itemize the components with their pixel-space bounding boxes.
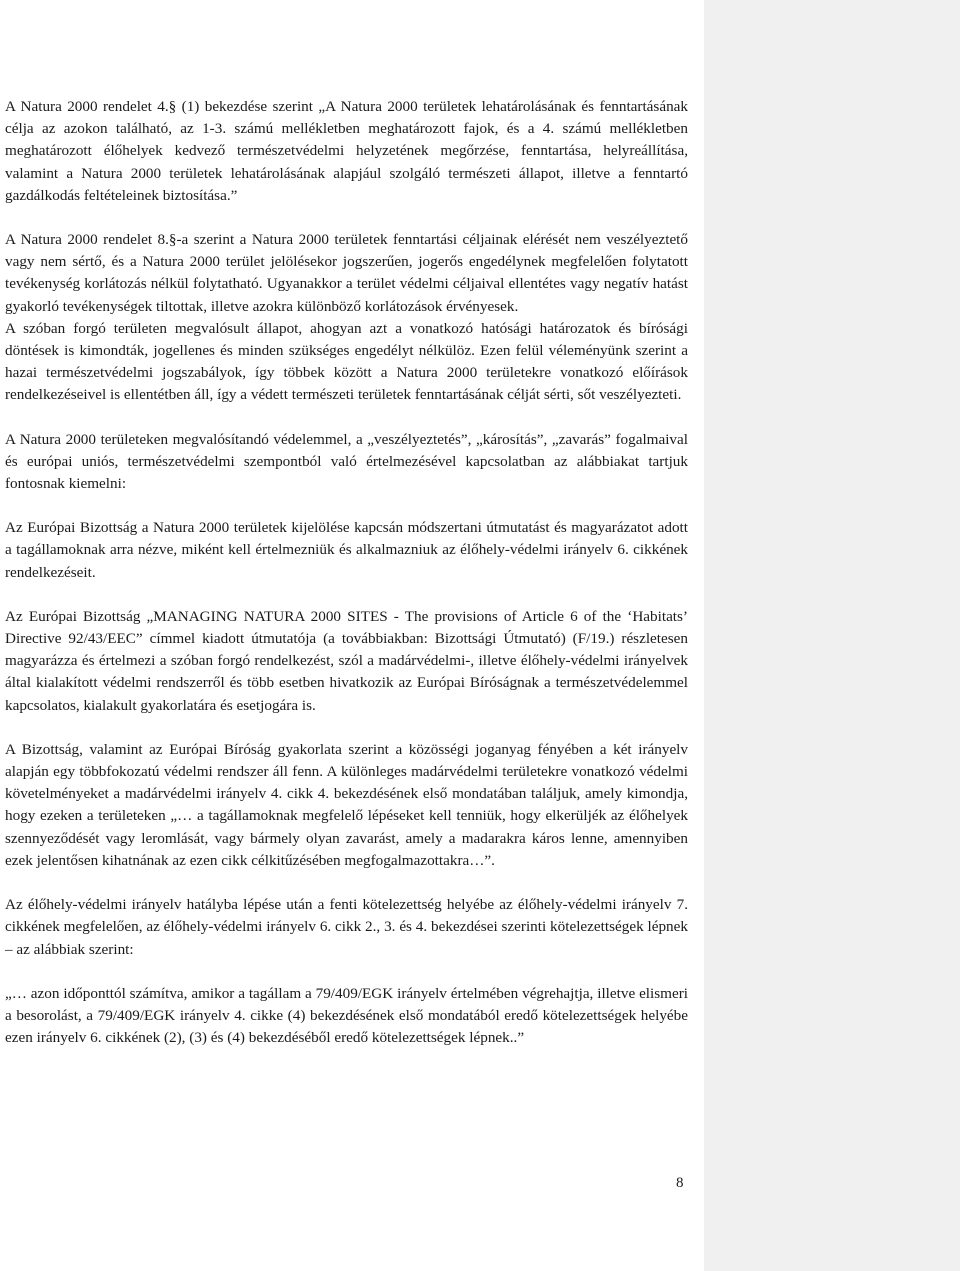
comment-margin-panel — [704, 0, 960, 1271]
paragraph-natura-8: A Natura 2000 rendelet 8.§-a szerint a Natura 2000 területek fenntartási céljainak elérését nem veszélyeztető vagy nem sértő, és a Natura 2000 terület jelölésekor jogszerűen, jogerős engedélynek megfelelően folytatott tevékenység korlátozás nélkül folytatható. Ugyanakkor a terület védelmi céljaival ellentétes vagy negatív hatást gyakorló tevékenységek tiltottak, illetve azokra különböző korlátozások érvényesek. — [5, 231, 688, 315]
paragraph-natura-4: A Natura 2000 rendelet 4.§ (1) bekezdése szerint „A Natura 2000 területek lehatárolásának és fenntartásának célja az azokon található, az 1-3. számú mellékletben meghatározott fajok, és a 4. számú mellékletben meghatározott élőhelyek kedvező természetvédelmi helyzetének megőrzése, fenntartása, helyreállítása, valamint a Natura 2000 területek lehatárolásának alapjául szolgáló természeti állapot, illetve a fenntartó gazdálkodás feltételeinek biztosítása.” — [5, 98, 688, 204]
paragraph-protection-system: A Bizottság, valamint az Európai Bíróság gyakorlata szerint a közösségi joganyag fényében a két irányelv alapján egy többfokozatú védelmi rendszer áll fenn. A különleges madárvédelmi területekre vonatkozó védelmi követelményeket a madárvédelmi irányelv 4. cikk 4. bekezdésének első mondatában találjuk, amely kimondja, hogy ezeken a területeken „… a tagállamoknak megfelelő lépéseket kell tenniük, hogy elkerüljék az élőhelyek szennyeződését vagy leromlását, vagy bármely olyan zavarást, amely a madarakra káros lenne, amennyiben ezek jelentősen kihatnának az ezen cikk célkitűzésében megfogalmazottakra…”. — [5, 740, 688, 869]
page-number: 8 — [676, 1175, 684, 1191]
paragraph-managing-natura: Az Európai Bizottság „MANAGING NATURA 2000 SITES - The provisions of Article 6 of the ‘Habitats’ Directive 92/43/EEC” címmel kiadott útmutatója (a továbbiakban: Bizottsági Útmutató) (F/19.) részletesen magyarázza és értelmezi a szóban forgó rendelkezést, szól a madárvédelmi-, illetve élőhely-védelmi irányelvek által kialakított védelmi rendszerről és több esetben hivatkozik az Európai Bíróságnak a természetvédelemmel kapcsolatos, kialakult gyakorlatára és esetjogára is. — [5, 607, 688, 714]
paragraph-directive-quote: „… azon időponttól számítva, amikor a tagállam a 79/409/EGK irányelv értelmében végrehajtja, illetve elismeri a besorolást, a 79/409/EGK irányelv 4. cikke (4) bekezdésének első mondatából eredő kötelezettségek helyébe ezen irányelv 6. cikkének (2), (3) és (4) bekezdéséből eredő kötelezettségek lépnek..” — [5, 984, 688, 1047]
paragraph-commission-guidance: Az Európai Bizottság a Natura 2000 területek kijelölése kapcsán módszertani útmutatást és magyarázatot adott a tagállamoknak arra nézve, miként kell értelmezniük és alkalmazniuk az élőhely-védelmi irányelv 6. cikkének rendelkezéseit. — [5, 519, 688, 581]
document-body — [5, 96, 688, 1049]
paragraph-current-state: A szóban forgó területen megvalósult állapot, ahogyan azt a vonatkozó hatósági határozatok és bírósági döntések is kimondták, jogellenes és minden szükséges engedélyt nélkülöz. Ezen felül véleményünk szerint a hazai természetvédelmi jogszabályok, így többek között a Natura 2000 területekre vonatkozó előírások rendelkezéseivel is ellentétben áll, így a védett természeti területek fenntartásának célját sérti, sőt veszélyezteti. — [5, 319, 688, 404]
paragraph-habitats-directive: Az élőhely-védelmi irányelv hatályba lépése után a fenti kötelezettség helyébe az élőhely-védelmi irányelv 7. cikkének megfelelően, az élőhely-védelmi irányelv 6. cikk 2., 3. és 4. bekezdései szerinti kötelezettségek lépnek – az alábbiak szerint: — [5, 896, 688, 958]
paragraph-protection-terms: A Natura 2000 területeken megvalósítandó védelemmel, a „veszélyeztetés”, „károsítás”, „zavarás” fogalmaival és európai uniós, természetvédelmi szempontból való értelmezésével kapcsolatban az alábbiakat tartjuk fontosnak kiemelni: — [5, 430, 688, 493]
